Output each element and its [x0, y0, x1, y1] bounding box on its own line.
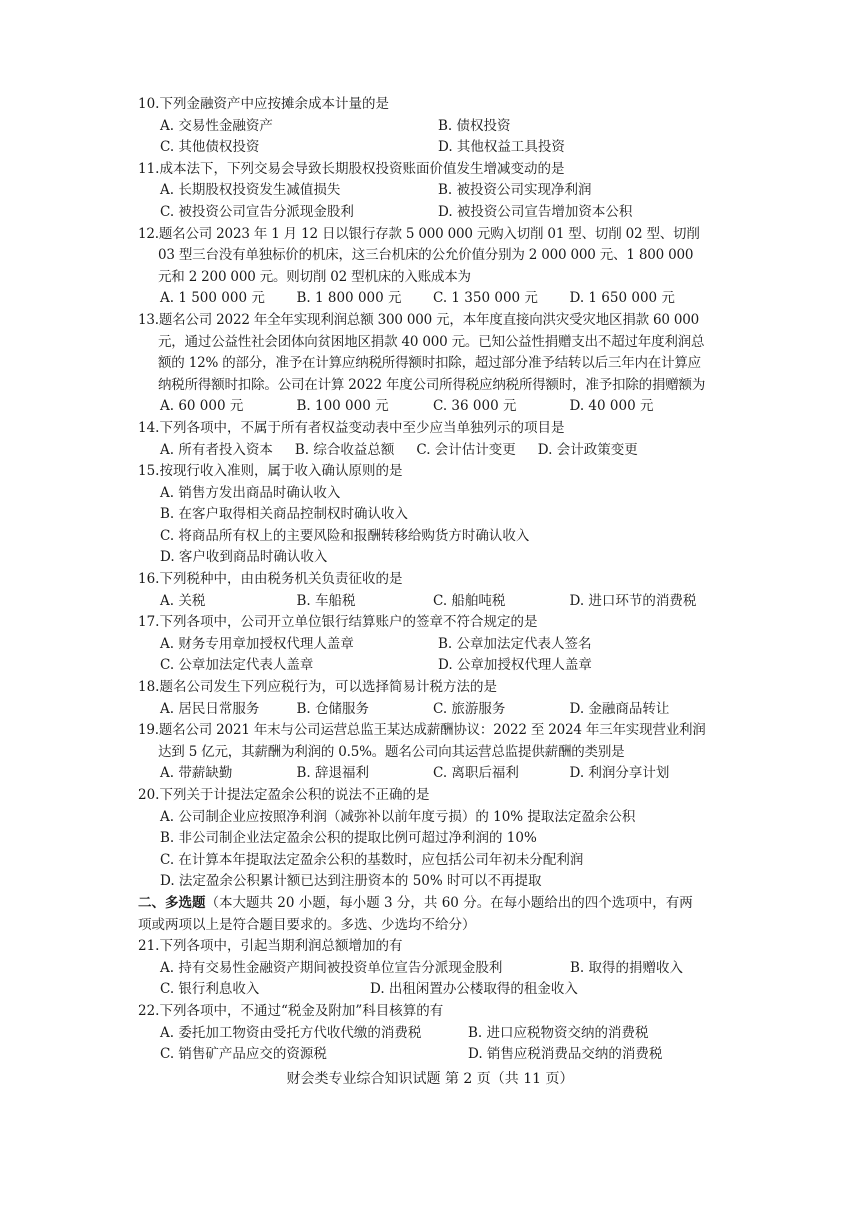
section-header: [138, 893, 706, 936]
option-c: C. 36 000 元: [433, 398, 517, 415]
question-text: 14.下列各项中，不属于所有者权益变动表中至少应当单独列示的项目是: [138, 419, 565, 436]
question-text: 17.下列各项中，公司开立单位银行结算账户的签章不符合规定的是: [138, 614, 538, 631]
question-22: [138, 1001, 706, 1066]
option-b: B. 辞退福利: [296, 765, 370, 782]
options: [138, 137, 706, 159]
option-d: D. 销售应税消费品交纳的消费税: [468, 1046, 663, 1063]
options: [138, 440, 706, 462]
option-d: D. 1 650 000 元: [569, 290, 675, 307]
options: [138, 288, 706, 310]
option-d: D. 进口环节的消费税: [569, 592, 697, 609]
option-c: C. 被投资公司宣告分派现金股利: [160, 203, 354, 220]
question-14: [138, 418, 706, 461]
option-b: B. 在客户取得相关商品控制权时确认收入: [160, 506, 409, 523]
option-d: D. 公章加授权代理人盖章: [438, 657, 592, 674]
options: [138, 763, 706, 785]
question-10: [138, 94, 706, 159]
question-21: [138, 936, 706, 1001]
option-d: D. 法定盈余公积累计额已达到注册资本的 50% 时可以不再提取: [160, 873, 542, 890]
option-b: B. 进口应税物资交纳的消费税: [468, 1024, 649, 1041]
options: [138, 202, 706, 224]
option-a: A. 交易性金融资产: [160, 117, 273, 134]
option-c: C. 离职后福利: [433, 765, 519, 782]
option-d: D. 利润分享计划: [569, 765, 670, 782]
options: [138, 958, 706, 980]
option-a: A. 委托加工物资由受托方代收代缴的消费税: [160, 1024, 422, 1041]
option-c: C. 银行利息收入: [160, 981, 260, 998]
question-19: [138, 720, 706, 785]
question-text: 11.成本法下，下列交易会导致长期股权投资账面价值发生增减变动的是: [138, 160, 565, 177]
option-a: A. 持有交易性金融资产期间被投资单位宣告分派现金股利: [160, 959, 503, 976]
option-b: B. 综合收益总额: [294, 441, 395, 458]
option-b: B. 车船税: [296, 592, 356, 609]
question-text: 13.题名公司 2022 年全年实现利润总额 300 000 元，本年度直接向洪灾受灾地区捐款 60 000 元，通过公益性社会团体向贫困地区捐款 40 000 元。已知公益性捐赠支出不超过年度利润总额的 12% 的部分，准予在计算应纳税所得额时扣除，超过部分准予结转以后三年内在计算应纳税所得额时扣除。公司在计算 2022 年度公司所得税应纳税所得额时，准予扣除的捐赠额为: [138, 311, 706, 393]
options: [138, 699, 706, 721]
question-13: [138, 310, 706, 418]
option-b: B. 非公司制企业法定盈余公积的提取比例可超过净利润的 10%: [160, 830, 537, 847]
option-a: A. 销售方发出商品时确认收入: [160, 484, 341, 501]
option-d: D. 其他权益工具投资: [438, 139, 565, 156]
option-c: C. 会计估计变更: [416, 441, 516, 458]
question-text: 10.下列金融资产中应按摊余成本计量的是: [138, 96, 389, 112]
question-12: [138, 224, 706, 310]
option-c: C. 1 350 000 元: [433, 290, 538, 307]
question-text: 16.下列税种中，由由税务机关负责征收的是: [138, 571, 403, 588]
options: [138, 116, 706, 138]
option-a: A. 所有者投入资本: [160, 441, 273, 458]
question-text: 15.按现行收入准则，属于收入确认原则的是: [138, 463, 403, 480]
question-list: [138, 94, 706, 1066]
option-d: D. 被投资公司宣告增加资本公积: [438, 203, 633, 220]
option-a: A. 财务专用章加授权代理人盖章: [160, 635, 354, 652]
option-a: A. 长期股权投资发生减值损失: [160, 182, 341, 199]
option-a: A. 居民日常服务: [160, 700, 260, 717]
question-text: 18.题名公司发生下列应税行为，可以选择简易计税方法的是: [138, 679, 497, 696]
options: [138, 180, 706, 202]
option-b: B. 取得的捐赠收入: [570, 959, 684, 976]
options: [138, 591, 706, 613]
option-c: C. 在计算本年提取法定盈余公积的基数时，应包括公司年初未分配利润: [160, 851, 584, 868]
question-text: 19.题名公司 2021 年末与公司运营总监王某达成薪酬协议：2022 至 2024 年三年实现营业利润达到 5 亿元，其薪酬为利润的 0.5%。题名公司向其运营总监提供薪酬的类别是: [138, 722, 706, 760]
question-text: 12.题名公司 2023 年 1 月 12 日以银行存款 5 000 000 元购入切削 01 型、切削 02 型、切削 03 型三台没有单独标价的机床，这三台机床的公允价值分别为 2 000 000 元、1 800 000 元和 2 200 000 元。则切削 02 型机床的入账成本为: [138, 225, 700, 285]
option-d: D. 出租闲置办公楼取得的租金收入: [370, 981, 578, 998]
option-a: A. 60 000 元: [160, 398, 244, 415]
option-b: B. 100 000 元: [296, 398, 389, 415]
page-footer: 财会类专业综合知识试题 第 2 页（共 11 页）: [286, 1071, 574, 1087]
question-text: 20.下列关于计提法定盈余公积的说法不正确的是: [138, 787, 430, 803]
option-c: C. 旅游服务: [433, 700, 506, 717]
option-a: A. 1 500 000 元: [160, 290, 265, 307]
option-b: B. 债权投资: [438, 117, 511, 134]
option-c: C. 船舶吨税: [433, 592, 506, 609]
section-instruction: （本大题共 20 小题，每小题 3 分，共 60 分。在每小题给出的四个选项中，有两项或两项以上是符合题目要求的。多选、少选均不给分）: [138, 894, 693, 933]
option-b: B. 仓储服务: [296, 700, 370, 717]
options: [138, 1023, 706, 1045]
option-d: D. 客户收到商品时确认收入: [160, 549, 328, 566]
option-c: C. 其他债权投资: [160, 139, 260, 156]
options: [138, 396, 706, 418]
option-c: C. 将商品所有权上的主要风险和报酬转移给购货方时确认收入: [160, 527, 530, 544]
option-d: D. 金融商品转让: [569, 700, 670, 717]
option-b: B. 被投资公司实现净利润: [438, 182, 592, 199]
question-text: 21.下列各项中，引起当期利润总额增加的有: [138, 938, 403, 955]
options: [138, 979, 706, 1001]
question-16: [138, 569, 706, 612]
option-a: A. 关税: [160, 592, 206, 609]
question-17: [138, 612, 706, 677]
option-c: C. 销售矿产品应交的资源税: [160, 1046, 327, 1063]
option-a: A. 公司制企业应按照净利润（减弥补以前年度亏损）的 10% 提取法定盈余公积: [160, 808, 636, 825]
option-a: A. 带薪缺勤: [160, 765, 233, 782]
options: [138, 1044, 706, 1066]
question-20: [138, 785, 706, 893]
question-18: [138, 677, 706, 720]
options: [138, 634, 706, 656]
question-11: [138, 159, 706, 224]
section-title: 二、多选题: [138, 894, 206, 911]
options: [138, 655, 706, 677]
question-text: 22.下列各项中，不通过“税金及附加”科目核算的有: [138, 1002, 444, 1019]
option-c: C. 公章加法定代表人盖章: [160, 657, 314, 674]
question-15: [138, 461, 706, 569]
option-d: D. 会计政策变更: [537, 441, 638, 458]
option-b: B. 公章加法定代表人签名: [438, 635, 592, 652]
option-d: D. 40 000 元: [569, 398, 654, 415]
option-b: B. 1 800 000 元: [296, 290, 402, 307]
